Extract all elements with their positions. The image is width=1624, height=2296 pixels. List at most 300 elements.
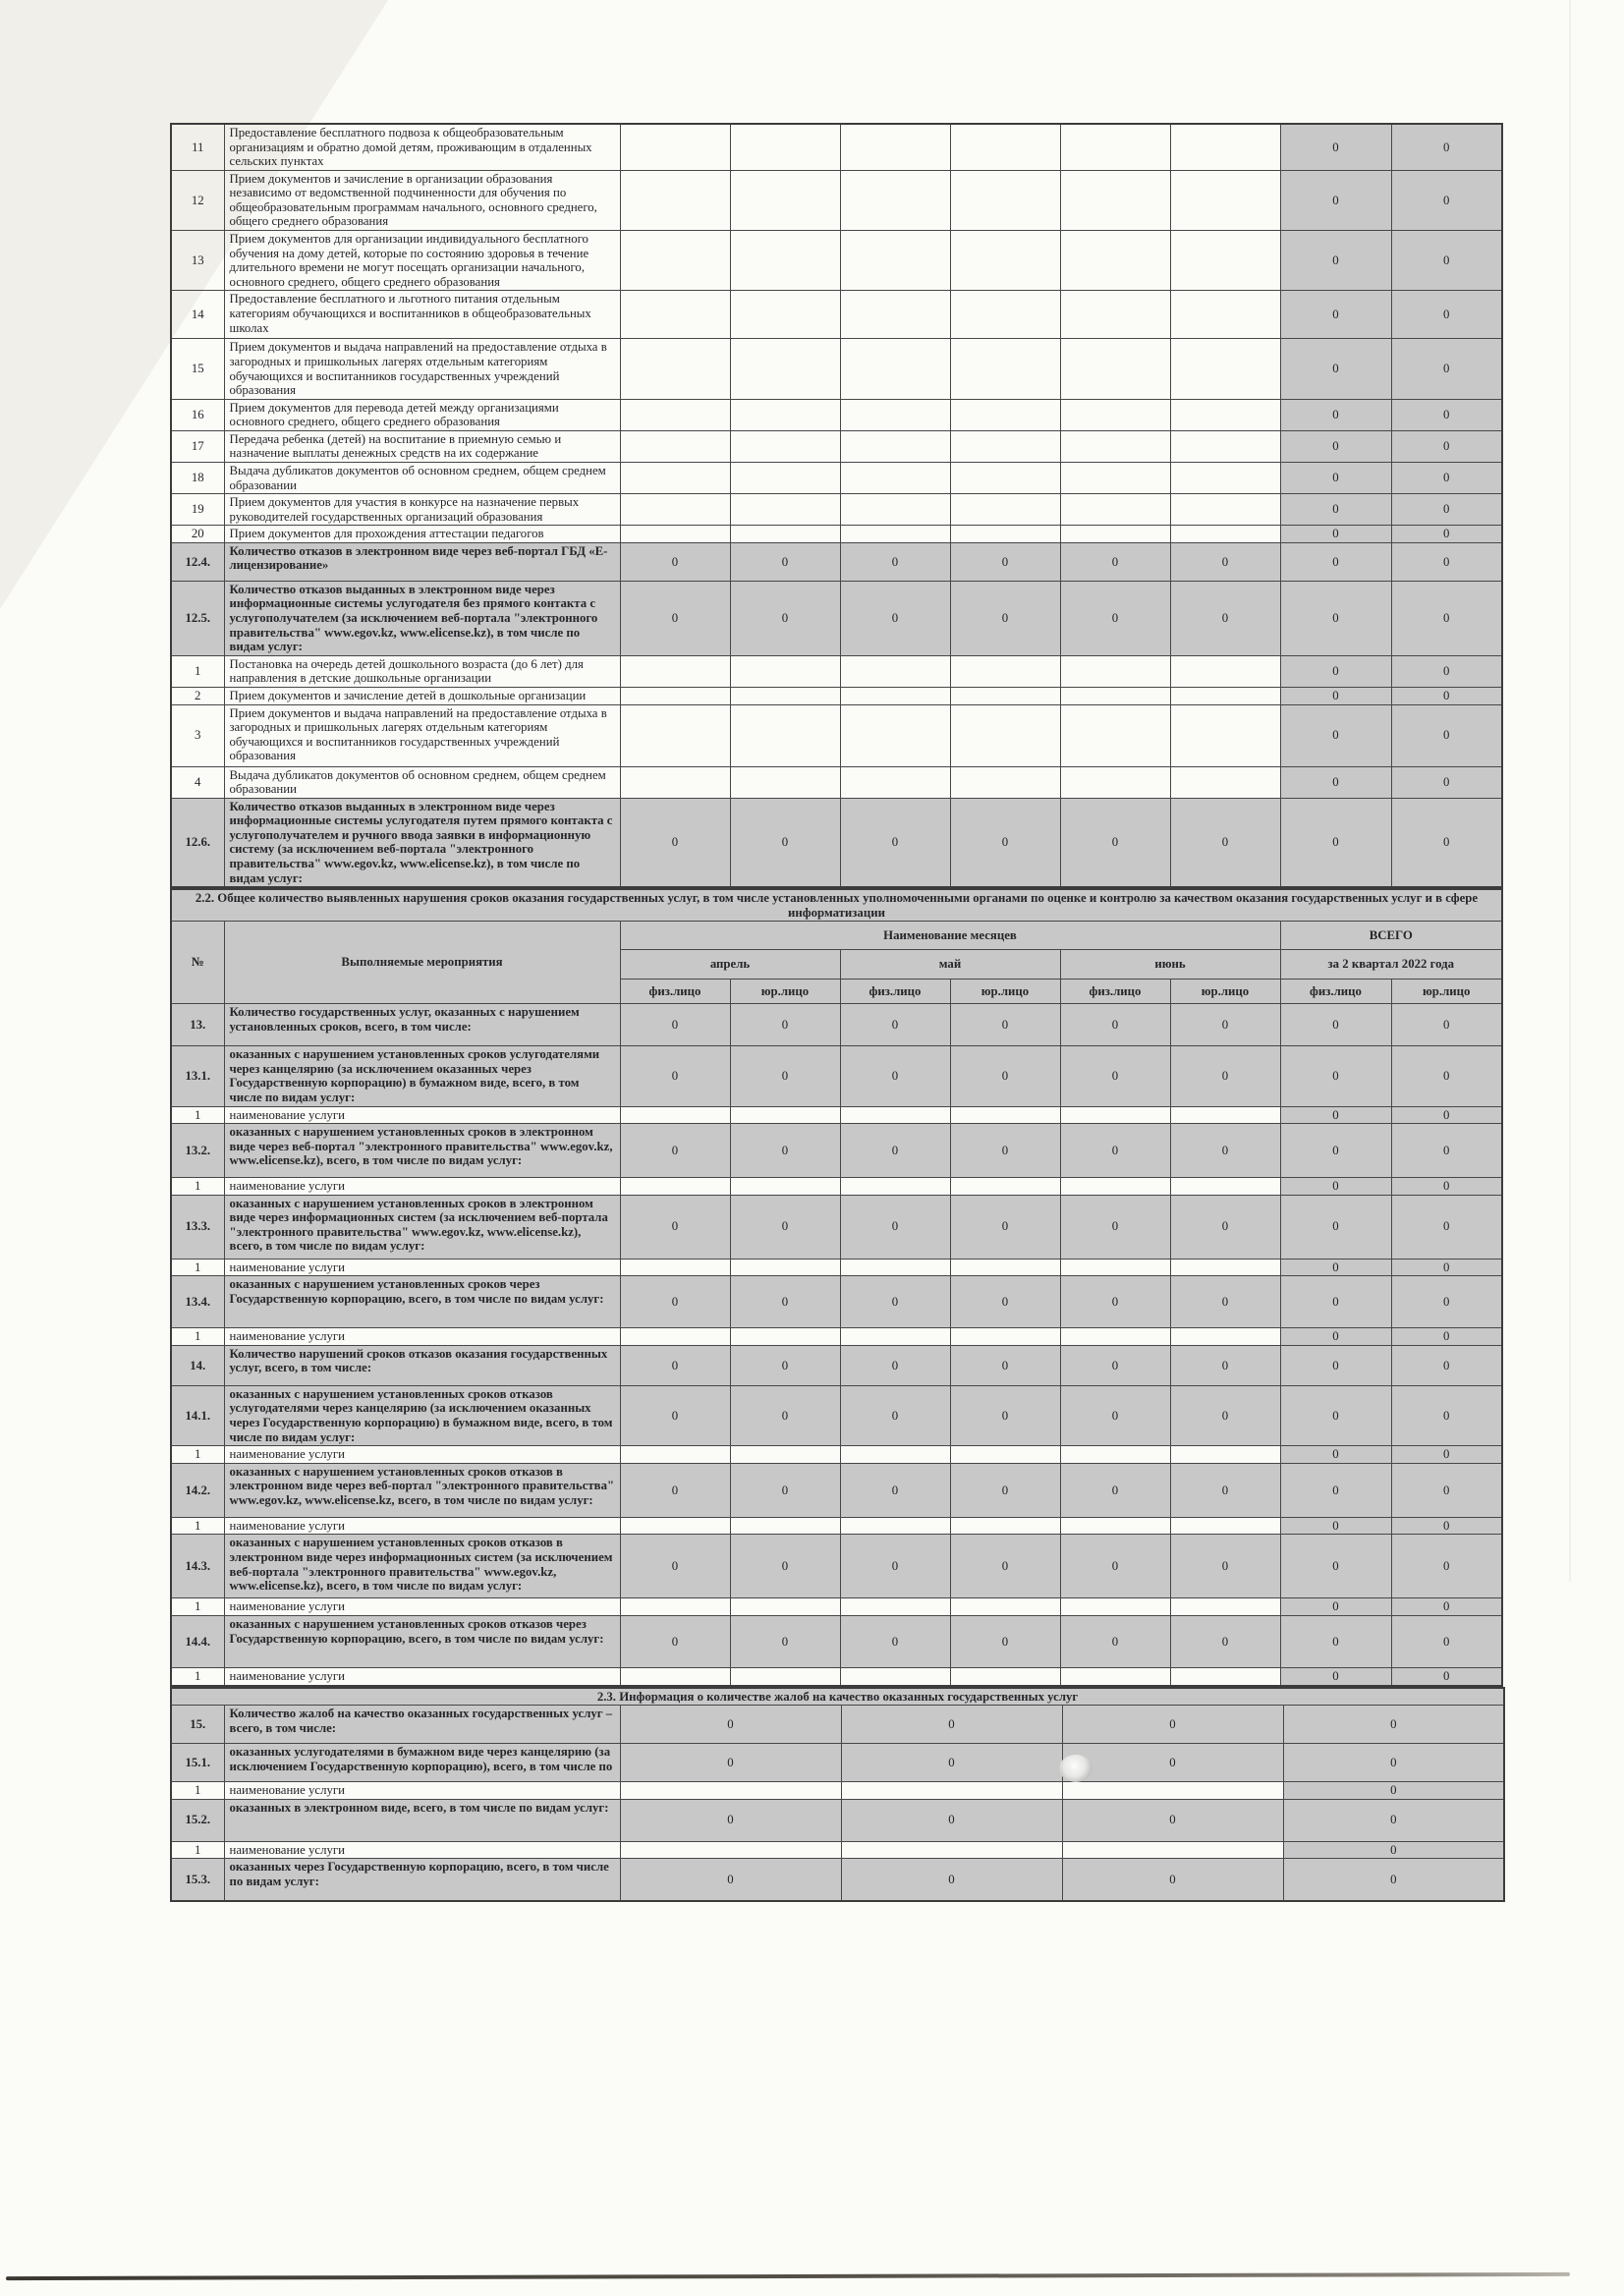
value-cell: 0 bbox=[1391, 1004, 1502, 1046]
complaints-table bbox=[170, 1687, 1505, 1903]
value-cell: 0 bbox=[1391, 1259, 1502, 1276]
table-row bbox=[171, 1178, 1502, 1196]
value-cell bbox=[840, 291, 950, 339]
value-cell bbox=[1060, 1517, 1170, 1535]
table-row bbox=[171, 1463, 1502, 1517]
value-cell: 0 bbox=[1391, 462, 1502, 493]
value-cell bbox=[1060, 704, 1170, 766]
value-cell: 0 bbox=[1170, 581, 1280, 655]
value-cell bbox=[1170, 1517, 1280, 1535]
row-number: 1 bbox=[171, 1178, 224, 1196]
value-cell: 0 bbox=[1280, 1124, 1391, 1178]
value-cell: 0 bbox=[1170, 1535, 1280, 1598]
value-cell: 0 bbox=[730, 1615, 840, 1667]
value-cell bbox=[840, 687, 950, 704]
value-cell: 0 bbox=[1280, 462, 1391, 493]
value-cell: 0 bbox=[620, 542, 730, 581]
table-row bbox=[171, 1195, 1502, 1259]
row-description: Количество государственных услуг, оказанных с нарушением установленных сроков, всего, в том числе: bbox=[224, 1004, 620, 1046]
value-cell: 0 bbox=[1060, 798, 1170, 887]
value-cell: 0 bbox=[1060, 1345, 1170, 1385]
value-cell bbox=[1170, 399, 1280, 430]
table-row bbox=[171, 1328, 1502, 1346]
table-row bbox=[171, 231, 1502, 291]
value-cell: 0 bbox=[1391, 1276, 1502, 1328]
value-cell bbox=[620, 1598, 730, 1616]
value-cell bbox=[620, 1782, 841, 1800]
value-cell bbox=[1170, 291, 1280, 339]
row-description: оказанных с нарушением установленных сроков услугодателями через канцелярию (за исключением оказанных через Государственную корпорацию) в бумажном виде, всего, в том числе по видам услуг: bbox=[224, 1046, 620, 1106]
value-cell: 0 bbox=[1280, 231, 1391, 291]
value-cell bbox=[1170, 1446, 1280, 1464]
value-cell bbox=[950, 399, 1060, 430]
value-cell: 0 bbox=[1060, 1195, 1170, 1259]
value-cell: 0 bbox=[1391, 1195, 1502, 1259]
value-cell: 0 bbox=[1391, 581, 1502, 655]
row-description: оказанных в электронном виде, всего, в том числе по видам услуг: bbox=[224, 1799, 620, 1841]
value-cell bbox=[1060, 170, 1170, 230]
value-cell: 0 bbox=[840, 1195, 950, 1259]
value-cell bbox=[950, 687, 1060, 704]
value-cell: 0 bbox=[950, 1195, 1060, 1259]
value-cell: 0 bbox=[620, 1463, 730, 1517]
table-row bbox=[171, 1259, 1502, 1276]
value-cell: 0 bbox=[730, 1385, 840, 1445]
row-number: 12.5. bbox=[171, 581, 224, 655]
value-cell bbox=[950, 704, 1060, 766]
table-row bbox=[171, 1706, 1504, 1744]
value-cell bbox=[620, 339, 730, 399]
value-cell: 0 bbox=[620, 1276, 730, 1328]
value-cell bbox=[950, 462, 1060, 493]
value-cell bbox=[1060, 526, 1170, 543]
row-description: Прием документов для прохождения аттестации педагогов bbox=[224, 526, 620, 543]
value-cell bbox=[730, 339, 840, 399]
value-cell: 0 bbox=[1283, 1782, 1504, 1800]
table-row bbox=[171, 542, 1502, 581]
row-number: 11 bbox=[171, 124, 224, 170]
value-cell bbox=[1170, 1178, 1280, 1196]
row-number: 15.2. bbox=[171, 1799, 224, 1841]
value-cell bbox=[730, 1259, 840, 1276]
value-cell bbox=[840, 399, 950, 430]
value-cell: 0 bbox=[950, 581, 1060, 655]
value-cell: 0 bbox=[620, 1799, 841, 1841]
table-row bbox=[171, 1124, 1502, 1178]
row-description: наименование услуги bbox=[224, 1328, 620, 1346]
value-cell bbox=[1060, 399, 1170, 430]
value-cell: 0 bbox=[950, 542, 1060, 581]
row-number: 19 bbox=[171, 494, 224, 526]
value-cell: 0 bbox=[1391, 494, 1502, 526]
table-row bbox=[171, 399, 1502, 430]
row-number: 12.6. bbox=[171, 798, 224, 887]
value-cell: 0 bbox=[1170, 1615, 1280, 1667]
value-cell bbox=[730, 231, 840, 291]
value-cell bbox=[1060, 494, 1170, 526]
col-header-person-type: физ.лицо bbox=[1060, 980, 1170, 1004]
value-cell: 0 bbox=[1060, 1385, 1170, 1445]
value-cell: 0 bbox=[730, 1345, 840, 1385]
value-cell: 0 bbox=[1391, 655, 1502, 687]
row-number: 1 bbox=[171, 1667, 224, 1685]
value-cell: 0 bbox=[1391, 1046, 1502, 1106]
row-description: Прием документов и зачисление в организации образования независимо от ведомственной подчиненности для обучения по общеобразовательным программам начального, основного среднего, общего среднего образования bbox=[224, 170, 620, 230]
value-cell bbox=[620, 1328, 730, 1346]
row-description: наименование услуги bbox=[224, 1517, 620, 1535]
col-header-activities: Выполняемые мероприятия bbox=[224, 922, 620, 1004]
value-cell: 0 bbox=[1391, 1667, 1502, 1685]
table-row bbox=[171, 1106, 1502, 1124]
value-cell bbox=[620, 1841, 841, 1859]
table-row bbox=[171, 1782, 1504, 1800]
value-cell: 0 bbox=[730, 798, 840, 887]
value-cell bbox=[840, 704, 950, 766]
row-number: 12.4. bbox=[171, 542, 224, 581]
value-cell: 0 bbox=[1170, 1276, 1280, 1328]
value-cell: 0 bbox=[1280, 542, 1391, 581]
value-cell: 0 bbox=[950, 1615, 1060, 1667]
table-row bbox=[171, 124, 1502, 170]
value-cell: 0 bbox=[1391, 687, 1502, 704]
value-cell: 0 bbox=[1391, 1178, 1502, 1196]
value-cell: 0 bbox=[620, 1046, 730, 1106]
value-cell bbox=[1060, 462, 1170, 493]
section-2-3-title-row bbox=[171, 1688, 1504, 1706]
value-cell bbox=[1060, 1259, 1170, 1276]
embossed-seal-highlight bbox=[1059, 1755, 1092, 1782]
value-cell: 0 bbox=[1170, 1195, 1280, 1259]
table-row bbox=[171, 1345, 1502, 1385]
row-number: 3 bbox=[171, 704, 224, 766]
value-cell bbox=[840, 462, 950, 493]
row-description: наименование услуги bbox=[224, 1841, 620, 1859]
col-header-june: июнь bbox=[1060, 950, 1280, 980]
value-cell bbox=[620, 704, 730, 766]
value-cell: 0 bbox=[950, 1535, 1060, 1598]
value-cell: 0 bbox=[1280, 1385, 1391, 1445]
value-cell: 0 bbox=[730, 542, 840, 581]
value-cell bbox=[730, 462, 840, 493]
row-description: оказанных с нарушением установленных сроков отказов услугодателями через канцелярию (за исключением оказанных через Государственную корпорацию) в бумажном виде, всего, в том числе по видам услуг: bbox=[224, 1385, 620, 1445]
value-cell: 0 bbox=[1062, 1799, 1283, 1841]
row-number: 1 bbox=[171, 1446, 224, 1464]
section-2-3-title: 2.3. Информация о количестве жалоб на качество оказанных государственных услуг bbox=[171, 1688, 1504, 1706]
value-cell: 0 bbox=[1283, 1841, 1504, 1859]
row-number: 17 bbox=[171, 430, 224, 462]
row-number: 20 bbox=[171, 526, 224, 543]
value-cell bbox=[840, 1106, 950, 1124]
row-number: 1 bbox=[171, 1782, 224, 1800]
value-cell: 0 bbox=[1280, 704, 1391, 766]
table-row bbox=[171, 581, 1502, 655]
table-row bbox=[171, 339, 1502, 399]
value-cell bbox=[950, 1106, 1060, 1124]
value-cell bbox=[1060, 1446, 1170, 1464]
value-cell bbox=[1060, 1178, 1170, 1196]
value-cell: 0 bbox=[1391, 704, 1502, 766]
value-cell bbox=[1060, 291, 1170, 339]
value-cell: 0 bbox=[1391, 291, 1502, 339]
value-cell: 0 bbox=[1391, 1106, 1502, 1124]
row-description: Количество нарушений сроков отказов оказания государственных услуг, всего, в том числе: bbox=[224, 1345, 620, 1385]
value-cell: 0 bbox=[1391, 170, 1502, 230]
value-cell bbox=[1060, 1598, 1170, 1616]
row-description: Передача ребенка (детей) на воспитание в приемную семью и назначение выплаты денежных средств на их содержание bbox=[224, 430, 620, 462]
col-header-person-type: физ.лицо bbox=[840, 980, 950, 1004]
row-number: 1 bbox=[171, 1517, 224, 1535]
value-cell: 0 bbox=[1391, 766, 1502, 798]
value-cell: 0 bbox=[730, 1276, 840, 1328]
value-cell bbox=[840, 430, 950, 462]
row-number: 2 bbox=[171, 687, 224, 704]
value-cell: 0 bbox=[620, 1004, 730, 1046]
value-cell bbox=[620, 687, 730, 704]
row-description: Количество отказов выданных в электронном виде через информационные системы услугодателя путем прямого контакта с услугополучателем и ручного ввода заявки в информационную систему (за исключением веб-портала "электронного правительства" www.egov.kz, www.elicense.kz), в том числе по видам услуг: bbox=[224, 798, 620, 887]
value-cell: 0 bbox=[950, 1345, 1060, 1385]
table-row bbox=[171, 687, 1502, 704]
table-row bbox=[171, 430, 1502, 462]
value-cell bbox=[730, 1517, 840, 1535]
value-cell bbox=[620, 430, 730, 462]
value-cell: 0 bbox=[1062, 1706, 1283, 1744]
value-cell bbox=[950, 655, 1060, 687]
value-cell bbox=[1060, 1106, 1170, 1124]
value-cell: 0 bbox=[950, 1004, 1060, 1046]
value-cell bbox=[730, 399, 840, 430]
col-header-person-type: физ.лицо bbox=[620, 980, 730, 1004]
value-cell: 0 bbox=[1280, 687, 1391, 704]
value-cell bbox=[950, 231, 1060, 291]
value-cell: 0 bbox=[1280, 1046, 1391, 1106]
row-number: 4 bbox=[171, 766, 224, 798]
value-cell bbox=[730, 655, 840, 687]
row-description: наименование услуги bbox=[224, 1259, 620, 1276]
value-cell: 0 bbox=[1280, 1463, 1391, 1517]
col-header-person-type: юр.лицо bbox=[1170, 980, 1280, 1004]
value-cell bbox=[1170, 1598, 1280, 1616]
value-cell bbox=[840, 655, 950, 687]
header-row-groups bbox=[171, 922, 1502, 950]
row-description: оказанных услугодателями в бумажном виде через канцелярию (за исключением Государственную корпорацию), всего, в том числе по bbox=[224, 1744, 620, 1782]
table-row bbox=[171, 1517, 1502, 1535]
value-cell: 0 bbox=[1391, 798, 1502, 887]
value-cell: 0 bbox=[841, 1706, 1062, 1744]
value-cell bbox=[950, 1259, 1060, 1276]
value-cell: 0 bbox=[1280, 1195, 1391, 1259]
row-description: наименование услуги bbox=[224, 1782, 620, 1800]
value-cell bbox=[950, 1517, 1060, 1535]
value-cell: 0 bbox=[1280, 1598, 1391, 1616]
value-cell: 0 bbox=[730, 1535, 840, 1598]
value-cell: 0 bbox=[730, 1195, 840, 1259]
value-cell bbox=[840, 1667, 950, 1685]
col-header-person-type: юр.лицо bbox=[730, 980, 840, 1004]
value-cell: 0 bbox=[620, 581, 730, 655]
table-row bbox=[171, 1004, 1502, 1046]
row-number: 15.3. bbox=[171, 1859, 224, 1902]
value-cell bbox=[1060, 430, 1170, 462]
value-cell bbox=[730, 494, 840, 526]
row-description: наименование услуги bbox=[224, 1667, 620, 1685]
value-cell: 0 bbox=[1280, 399, 1391, 430]
col-header-person-type: юр.лицо bbox=[950, 980, 1060, 1004]
row-number: 1 bbox=[171, 1328, 224, 1346]
value-cell: 0 bbox=[1060, 542, 1170, 581]
row-number: 13.2. bbox=[171, 1124, 224, 1178]
value-cell: 0 bbox=[950, 1463, 1060, 1517]
table-row bbox=[171, 462, 1502, 493]
value-cell bbox=[1170, 687, 1280, 704]
value-cell bbox=[950, 1328, 1060, 1346]
value-cell: 0 bbox=[1391, 1446, 1502, 1464]
col-header-april: апрель bbox=[620, 950, 840, 980]
value-cell: 0 bbox=[1283, 1744, 1504, 1782]
value-cell: 0 bbox=[1280, 766, 1391, 798]
value-cell: 0 bbox=[1391, 231, 1502, 291]
value-cell: 0 bbox=[1280, 1345, 1391, 1385]
value-cell: 0 bbox=[1060, 1046, 1170, 1106]
value-cell bbox=[950, 291, 1060, 339]
value-cell: 0 bbox=[730, 1463, 840, 1517]
value-cell: 0 bbox=[730, 1004, 840, 1046]
row-number: 13. bbox=[171, 1004, 224, 1046]
value-cell bbox=[950, 526, 1060, 543]
value-cell bbox=[730, 687, 840, 704]
value-cell bbox=[1170, 494, 1280, 526]
value-cell: 0 bbox=[1280, 1667, 1391, 1685]
row-description: наименование услуги bbox=[224, 1598, 620, 1616]
value-cell: 0 bbox=[620, 1535, 730, 1598]
value-cell: 0 bbox=[1391, 124, 1502, 170]
value-cell: 0 bbox=[1170, 1345, 1280, 1385]
value-cell bbox=[620, 1517, 730, 1535]
section-2-2-title: 2.2. Общее количество выявленных нарушения сроков оказания государственных услуг, в том числе установленных уполномоченными органами по оценке и контролю за качеством оказания государственных услуг и в сфере информатизации bbox=[171, 889, 1502, 922]
value-cell: 0 bbox=[1060, 1535, 1170, 1598]
value-cell bbox=[730, 1598, 840, 1616]
row-description: Постановка на очередь детей дошкольного возраста (до 6 лет) для направления в детские дошкольные организации bbox=[224, 655, 620, 687]
row-description: Выдача дубликатов документов об основном среднем, общем среднем образовании bbox=[224, 462, 620, 493]
value-cell bbox=[840, 1328, 950, 1346]
table-row bbox=[171, 1667, 1502, 1685]
value-cell bbox=[730, 1178, 840, 1196]
value-cell: 0 bbox=[1280, 494, 1391, 526]
value-cell: 0 bbox=[620, 1345, 730, 1385]
value-cell: 0 bbox=[1280, 581, 1391, 655]
value-cell: 0 bbox=[1391, 1345, 1502, 1385]
value-cell bbox=[950, 124, 1060, 170]
row-number: 1 bbox=[171, 655, 224, 687]
table-row bbox=[171, 1841, 1504, 1859]
value-cell bbox=[620, 399, 730, 430]
table-row bbox=[171, 1276, 1502, 1328]
value-cell: 0 bbox=[620, 1385, 730, 1445]
value-cell bbox=[840, 1259, 950, 1276]
value-cell: 0 bbox=[950, 1046, 1060, 1106]
value-cell bbox=[950, 430, 1060, 462]
table-row bbox=[171, 1535, 1502, 1598]
value-cell bbox=[840, 231, 950, 291]
value-cell: 0 bbox=[1391, 542, 1502, 581]
value-cell bbox=[620, 526, 730, 543]
value-cell bbox=[1060, 1328, 1170, 1346]
value-cell: 0 bbox=[1280, 798, 1391, 887]
value-cell: 0 bbox=[1283, 1706, 1504, 1744]
value-cell: 0 bbox=[1170, 1463, 1280, 1517]
value-cell bbox=[1062, 1782, 1283, 1800]
row-number: 1 bbox=[171, 1259, 224, 1276]
value-cell: 0 bbox=[1391, 1615, 1502, 1667]
value-cell: 0 bbox=[950, 798, 1060, 887]
value-cell: 0 bbox=[1280, 339, 1391, 399]
value-cell: 0 bbox=[1170, 1004, 1280, 1046]
value-cell bbox=[1062, 1841, 1283, 1859]
value-cell bbox=[840, 339, 950, 399]
col-header-total-label: ВСЕГО bbox=[1280, 922, 1502, 950]
table-row bbox=[171, 494, 1502, 526]
row-number: 1 bbox=[171, 1841, 224, 1859]
table-row bbox=[171, 1446, 1502, 1464]
table-row bbox=[171, 766, 1502, 798]
value-cell: 0 bbox=[620, 1195, 730, 1259]
table-row bbox=[171, 1859, 1504, 1902]
value-cell: 0 bbox=[840, 1124, 950, 1178]
value-cell bbox=[1170, 231, 1280, 291]
value-cell bbox=[620, 766, 730, 798]
row-description: Прием документов для организации индивидуального бесплатного обучения на дому детей, которые по состоянию здоровья в течение длительного времени не могут посещать организации начального, основного среднего, общего среднего образования bbox=[224, 231, 620, 291]
value-cell bbox=[1170, 430, 1280, 462]
value-cell bbox=[840, 1517, 950, 1535]
value-cell bbox=[1170, 1106, 1280, 1124]
value-cell: 0 bbox=[1391, 1463, 1502, 1517]
value-cell bbox=[730, 704, 840, 766]
col-header-person-type: юр.лицо bbox=[1391, 980, 1502, 1004]
value-cell: 0 bbox=[1280, 1276, 1391, 1328]
value-cell bbox=[620, 655, 730, 687]
value-cell: 0 bbox=[1391, 1517, 1502, 1535]
table-row bbox=[171, 1385, 1502, 1445]
row-description: наименование услуги bbox=[224, 1446, 620, 1464]
row-number: 13 bbox=[171, 231, 224, 291]
value-cell: 0 bbox=[840, 798, 950, 887]
col-header-quarter: за 2 квартал 2022 года bbox=[1280, 950, 1502, 980]
row-description: оказанных с нарушением установленных сроков в электронном виде через информационных систем (за исключением веб-портала "электронного правительства" www.egov.kz, www.elicense.kz), всего, в том числе по видам услуг: bbox=[224, 1195, 620, 1259]
value-cell: 0 bbox=[1391, 339, 1502, 399]
value-cell bbox=[1060, 339, 1170, 399]
value-cell: 0 bbox=[1280, 526, 1391, 543]
value-cell bbox=[620, 1106, 730, 1124]
row-description: Предоставление бесплатного и льготного питания отдельным категориям обучающихся и воспитанников в общеобразовательных школах bbox=[224, 291, 620, 339]
value-cell bbox=[840, 1178, 950, 1196]
value-cell: 0 bbox=[620, 798, 730, 887]
value-cell bbox=[950, 494, 1060, 526]
value-cell bbox=[950, 1598, 1060, 1616]
row-description: Количество отказов выданных в электронном виде через информационные системы услугодателя без прямого контакта с услугополучателем (за исключением веб-портала "электронного правительства" www.egov.kz, www.elicense.kz), в том числе по видам услуг: bbox=[224, 581, 620, 655]
row-description: Количество жалоб на качество оказанных государственных услуг – всего, в том числе: bbox=[224, 1706, 620, 1744]
value-cell: 0 bbox=[620, 1615, 730, 1667]
value-cell: 0 bbox=[620, 1744, 841, 1782]
table-row bbox=[171, 170, 1502, 230]
row-description: наименование услуги bbox=[224, 1178, 620, 1196]
value-cell bbox=[840, 494, 950, 526]
value-cell bbox=[1170, 170, 1280, 230]
value-cell: 0 bbox=[840, 1276, 950, 1328]
value-cell: 0 bbox=[1283, 1859, 1504, 1902]
row-number: 14.4. bbox=[171, 1615, 224, 1667]
value-cell bbox=[620, 231, 730, 291]
value-cell bbox=[840, 124, 950, 170]
row-number: 12 bbox=[171, 170, 224, 230]
